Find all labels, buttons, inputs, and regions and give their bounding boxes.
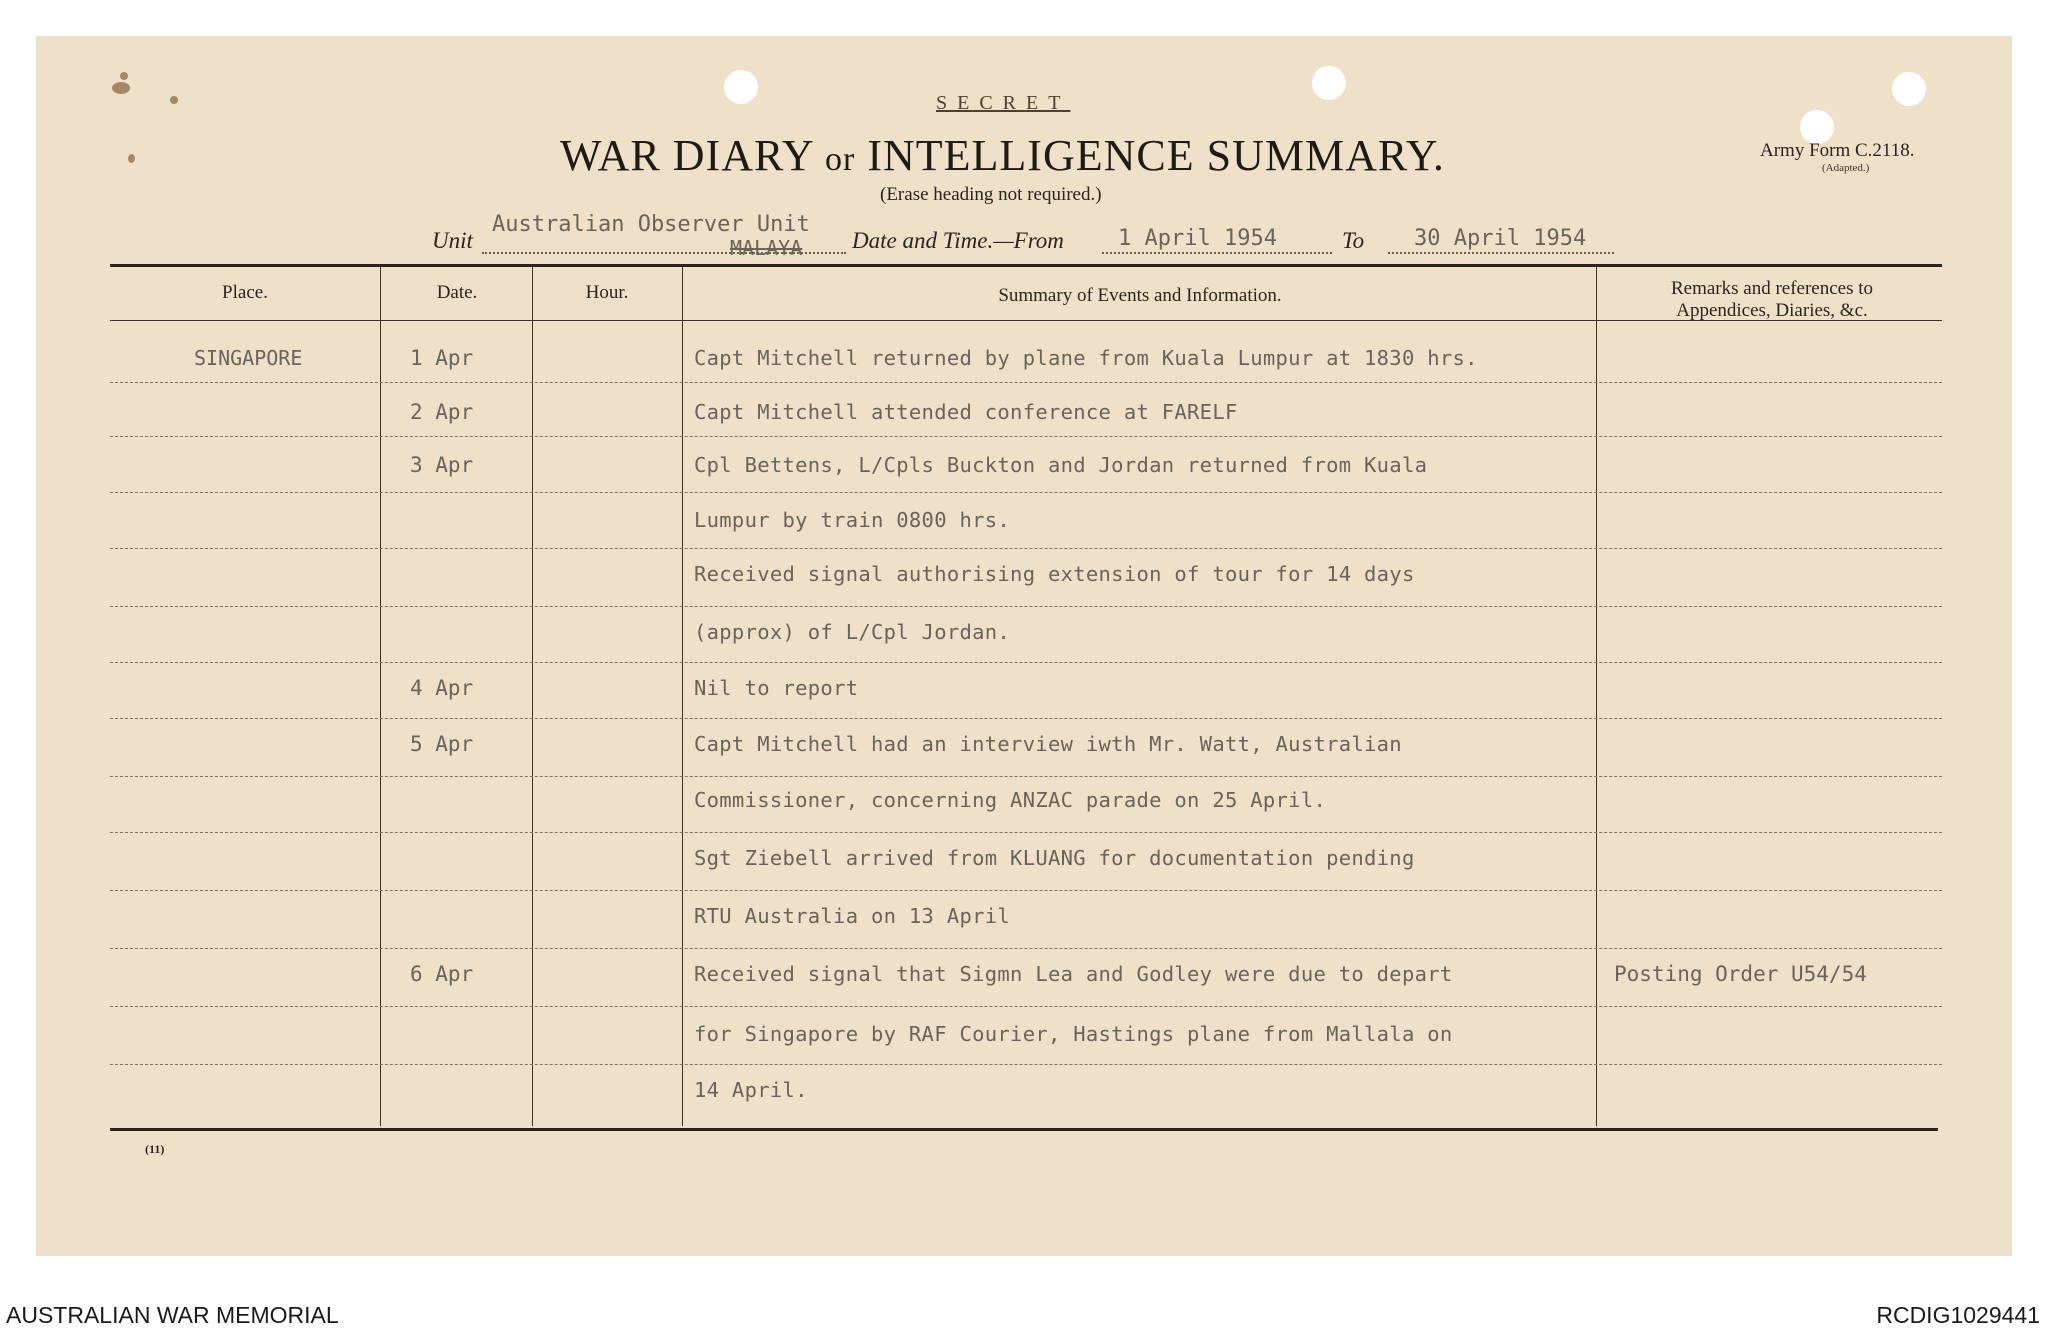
footer-right: RCDIG1029441 [1876, 1302, 2040, 1328]
date-cell: 3 Apr [410, 453, 474, 477]
summary-cell: Sgt Ziebell arrived from KLUANG for documentation pending [694, 846, 1415, 870]
col-header-hour: Hour. [585, 282, 629, 303]
date-cell: 2 Apr [410, 400, 474, 424]
unit-value-line2: MALAYA [730, 236, 803, 260]
summary-cell: Nil to report [694, 676, 859, 700]
classification-label: SECRET [936, 92, 1071, 114]
summary-cell: Capt Mitchell attended conference at FARELF [694, 400, 1238, 424]
erase-note: (Erase heading not required.) [880, 184, 1102, 205]
document-sheet [36, 36, 2012, 1256]
summary-cell: 14 April. [694, 1078, 808, 1102]
date-to-underline [1388, 252, 1614, 254]
page-title [560, 130, 1445, 181]
ink-stain [128, 154, 135, 163]
punch-hole-1 [724, 70, 758, 104]
ink-stain [120, 72, 128, 80]
form-adapted: (Adapted.) [1822, 162, 1870, 174]
summary-cell: RTU Australia on 13 April [694, 904, 1011, 928]
form-number: Army Form C.2118. [1760, 140, 1915, 161]
date-to-value: 30 April 1954 [1414, 226, 1587, 251]
punch-hole-3 [1800, 110, 1834, 144]
punch-hole-4 [1892, 72, 1926, 106]
summary-cell: Cpl Bettens, L/Cpls Buckton and Jordan returned from Kuala [694, 453, 1428, 477]
summary-cell: Received signal authorising extension of tour for 14 days [694, 562, 1415, 586]
col-header-place: Place. [222, 282, 268, 303]
to-label: To [1342, 228, 1365, 253]
summary-cell: Lumpur by train 0800 hrs. [694, 508, 1011, 532]
summary-cell: Received signal that Sigmn Lea and Godley were due to depart [694, 962, 1453, 986]
col-header-date: Date. [436, 282, 478, 303]
summary-cell: for Singapore by RAF Courier, Hastings plane from Mallala on [694, 1022, 1453, 1046]
date-from-underline [1102, 252, 1332, 254]
date-from-value: 1 April 1954 [1118, 226, 1277, 251]
unit-value-line1: Australian Observer Unit [492, 212, 810, 237]
remarks-cell: Posting Order U54/54 [1614, 962, 1867, 986]
ink-stain [170, 96, 178, 104]
print-code: (11) [145, 1142, 165, 1156]
title-or: or [825, 141, 856, 178]
unit-label: Unit [432, 228, 473, 253]
place-cell: SINGAPORE [194, 346, 303, 370]
summary-cell: Capt Mitchell had an interview iwth Mr. Watt, Australian [694, 732, 1402, 756]
col-header-summary: Summary of Events and Information. [998, 285, 1282, 306]
punch-hole-2 [1312, 66, 1346, 100]
col-header-remarks-line2: Appendices, Diaries, &c. [1676, 300, 1868, 321]
ink-stain [112, 82, 130, 94]
col-header-remarks-line1: Remarks and references to [1670, 278, 1874, 299]
date-cell: 1 Apr [410, 346, 474, 370]
title-part1: WAR DIARY [560, 131, 814, 180]
date-cell: 6 Apr [410, 962, 474, 986]
summary-cell: (approx) of L/Cpl Jordan. [694, 620, 1011, 644]
title-part2: INTELLIGENCE SUMMARY. [867, 131, 1445, 180]
summary-cell: Commissioner, concerning ANZAC parade on 25 April. [694, 788, 1327, 812]
date-time-label: Date and Time.—From [852, 228, 1064, 253]
footer-left: AUSTRALIAN WAR MEMORIAL [6, 1302, 339, 1328]
date-cell: 5 Apr [410, 732, 474, 756]
summary-cell: Capt Mitchell returned by plane from Kuala Lumpur at 1830 hrs. [694, 346, 1478, 370]
date-cell: 4 Apr [410, 676, 474, 700]
